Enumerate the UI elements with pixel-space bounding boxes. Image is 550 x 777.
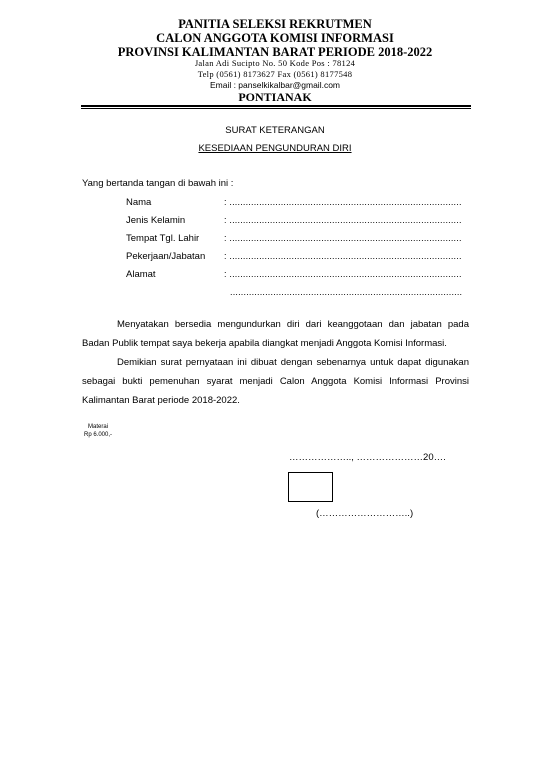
- field-value-jenis-kelamin: : ......................................................................................: [224, 215, 462, 225]
- header-address: Jalan Adi Sucipto No. 50 Kode Pos : 78124: [194, 58, 356, 68]
- field-label-pekerjaan: Pekerjaan/Jabatan: [126, 251, 206, 262]
- place-date-line: ……………….., …………………20….: [289, 452, 446, 463]
- field-value-alamat: : ......................................................................................: [224, 269, 462, 279]
- field-value-nama: : ......................................................................................: [224, 197, 462, 207]
- document-subtitle: KESEDIAAN PENGUNDURAN DIRI: [198, 143, 352, 154]
- paragraph-statement: Menyatakan bersedia mengundurkan diri dari keanggotaan dan jabatan pada Badan Publik tempat saya bekerja apabila diangkat menjadi Anggota Komisi Informasi.: [82, 319, 469, 349]
- header-email: Email : panselkikalbar@gmail.com: [209, 80, 341, 90]
- field-label-jenis-kelamin: Jenis Kelamin: [126, 215, 186, 226]
- header-rule-thin: [81, 108, 471, 109]
- header-line-3: PROVINSI KALIMANTAN BARAT PERIODE 2018-2022: [117, 45, 433, 59]
- header-line-1: PANITIA SELEKSI REKRUTMEN: [178, 17, 372, 31]
- document-title: SURAT KETERANGAN: [225, 125, 325, 136]
- field-value-alamat-continued: ......................................................................................: [230, 287, 463, 297]
- field-label-alamat: Alamat: [126, 269, 156, 280]
- materai-label: Materai: [88, 424, 109, 430]
- signature-name-placeholder: (………………………..): [316, 508, 414, 519]
- materai-amount: Rp 6.000,-: [84, 432, 113, 438]
- field-label-nama: Nama: [126, 197, 152, 208]
- field-value-tempat-tgl-lahir: : ......................................................................................: [224, 233, 462, 243]
- intro-text: Yang bertanda tangan di bawah ini :: [82, 178, 234, 189]
- header-city: PONTIANAK: [238, 90, 312, 104]
- header-line-2: CALON ANGGOTA KOMISI INFORMASI: [156, 31, 394, 45]
- header-rule-thick: [81, 105, 471, 107]
- field-value-pekerjaan: : ......................................................................................: [224, 251, 462, 261]
- header-phone: Telp (0561) 8173627 Fax (0561) 8177548: [197, 69, 353, 79]
- field-label-tempat-tgl-lahir: Tempat Tgl. Lahir: [126, 233, 200, 244]
- paragraph-closing: Demikian surat pernyataan ini dibuat dengan sebenarnya untuk dapat digunakan sebagai bukti pemenuhan syarat menjadi Calon Anggota Komisi Informasi Provinsi Kalimantan Barat periode 2018-2022.: [82, 357, 469, 406]
- signature-stamp-box: [288, 472, 333, 502]
